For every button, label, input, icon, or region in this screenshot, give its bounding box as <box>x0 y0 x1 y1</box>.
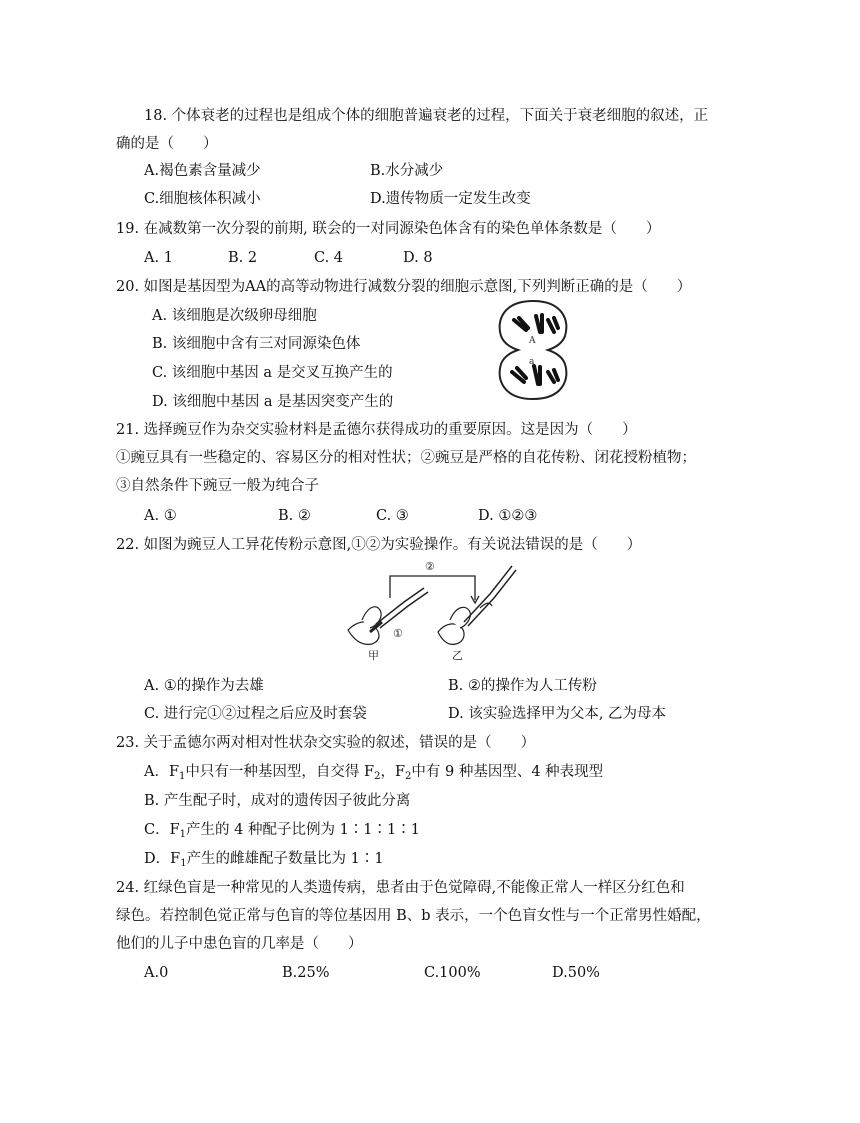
gene-label-top: A <box>529 336 536 346</box>
cell-division-figure <box>492 298 574 402</box>
q23-stem: 23. 关于孟德尔两对相对性状杂交实验的叙述，错误的是（ ） <box>116 735 536 751</box>
op1-label: ① <box>393 627 403 640</box>
q23-option-d: D．$F_1$产生的雌雄配子数量比为 1∶1 <box>144 851 384 869</box>
q24-line3: 他们的儿子中患色盲的几率是（ ） <box>116 936 363 952</box>
q20-stem: 20. 如图是基因型为AA的高等动物进行减数分裂的细胞示意图,下列判断正确的是（ ） <box>116 279 692 295</box>
q20-option-d: D. 该细胞中基因 a 是基因突变产生的 <box>152 394 394 410</box>
q24-line1: 24. 红绿色盲是一种常见的人类遗传病，患者由于色觉障碍,不能像正常人一样区分红色和 <box>116 880 685 896</box>
q20-option-c: C. 该细胞中基因 a 是交叉互换产生的 <box>152 365 393 381</box>
q19-option-c: C. 4 <box>314 250 344 266</box>
q22-option-d: D. 该实验选择甲为父本, 乙为母本 <box>448 706 667 722</box>
q18-stem-line1: 18. 个体衰老的过程也是组成个体的细胞普遍衰老的过程，下面关于衰老细胞的叙述，正 <box>144 108 709 124</box>
q21-line2: ①豌豆具有一些稳定的、容易区分的相对性状；②豌豆是严格的自花传粉、闭花授粉植物； <box>116 450 696 466</box>
q21-line3: ③自然条件下豌豆一般为纯合子 <box>116 478 319 494</box>
q20-option-a: A. 该细胞是次级卵母细胞 <box>152 308 317 324</box>
q21-option-b: B. ② <box>278 508 311 524</box>
q18-stem-line2: 确的是（ ） <box>116 136 218 152</box>
q19-option-b: B. 2 <box>228 250 258 266</box>
op2-label: ② <box>425 560 435 573</box>
q18-option-c: C.细胞核体积减小 <box>144 191 261 207</box>
q22-option-c: C. 进行完①②过程之后应及时套袋 <box>144 706 367 722</box>
q24-option-d: D.50% <box>552 965 600 981</box>
q24-option-b: B.25% <box>282 965 330 981</box>
q23-option-c: C．$F_1$产生的 4 种配子比例为 1∶1∶1∶1 <box>144 822 420 840</box>
pea-pollination-figure <box>340 558 520 662</box>
right-flower-label: 乙 <box>452 649 463 662</box>
q20-option-b: B. 该细胞中含有三对同源染色体 <box>152 336 361 352</box>
q24-line2: 绿色。若控制色觉正常与色盲的等位基因用 B、b 表示，一个色盲女性与一个正常男性婚配， <box>116 908 711 924</box>
q23-option-b: B. 产生配子时，成对的遗传因子彼此分离 <box>144 793 411 809</box>
q24-option-c: C.100% <box>424 965 481 981</box>
q21-stem: 21. 选择豌豆作为杂交实验材料是孟德尔获得成功的重要原因。这是因为（ ） <box>116 422 637 438</box>
q22-option-b: B. ②的操作为人工传粉 <box>448 678 597 694</box>
q18-option-a: A.褐色素含量减少 <box>144 163 261 179</box>
q23-option-a: A．$F_1$中只有一种基因型，自交得 $F_2$，$F_2$中有 9 种基因型、4 种表现型 <box>144 764 604 782</box>
gene-label-bottom: a <box>529 357 535 367</box>
q24-option-a: A.0 <box>144 965 169 981</box>
q21-option-d: D. ①②③ <box>478 508 538 524</box>
q18-option-b: B.水分减少 <box>370 163 444 179</box>
q22-stem: 22. 如图为豌豆人工异花传粉示意图,①②为实验操作。有关说法错误的是（ ） <box>116 537 642 553</box>
q21-option-a: A. ① <box>144 508 177 524</box>
q22-option-a: A. ①的操作为去雄 <box>144 678 264 694</box>
q19-option-d: D. 8 <box>403 250 433 266</box>
q19-option-a: A. 1 <box>144 250 173 266</box>
q19-stem: 19. 在减数第一次分裂的前期, 联会的一对同源染色体含有的染色单体条数是（ ） <box>116 221 661 237</box>
q21-option-c: C. ③ <box>376 508 409 524</box>
q18-option-d: D.遗传物质一定发生改变 <box>370 191 531 207</box>
left-flower-label: 甲 <box>368 649 379 662</box>
